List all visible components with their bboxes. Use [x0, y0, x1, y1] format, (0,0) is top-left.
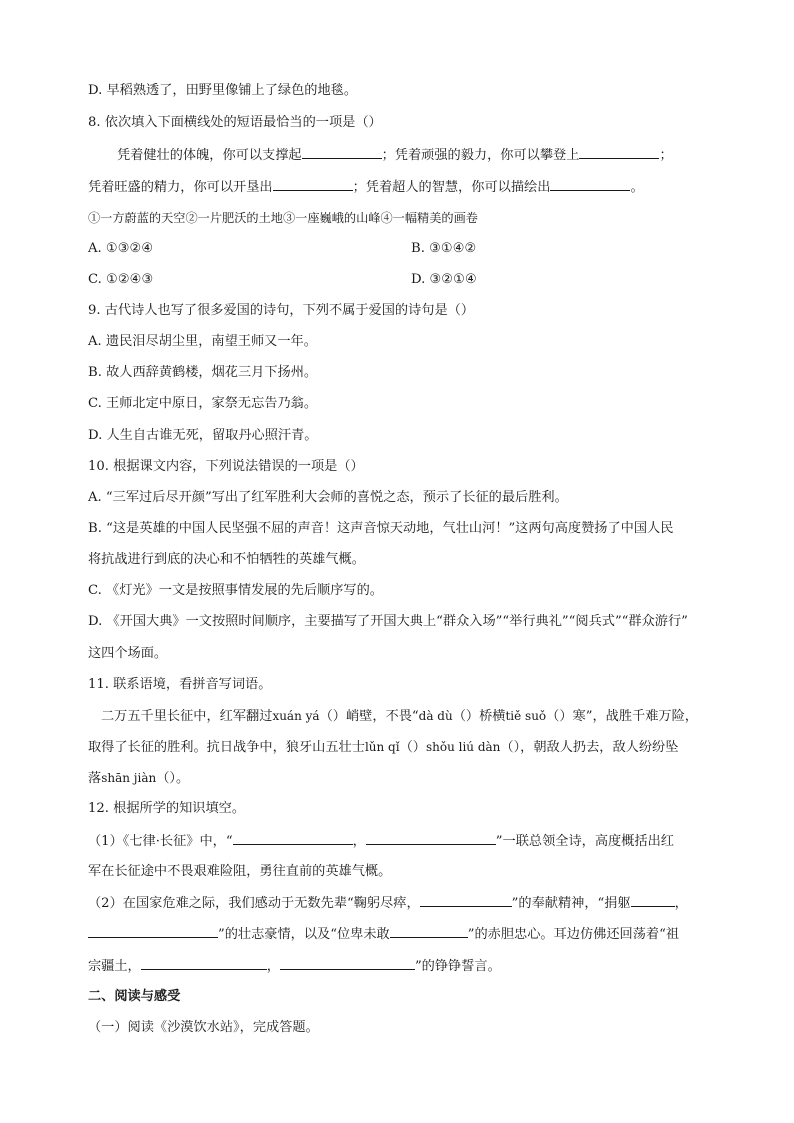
pinyin: dà dù: [418, 709, 453, 723]
q8-phrases: ①一方蔚蓝的天空②一片肥沃的土地③一座巍峨的山峰④一幅精美的画卷: [88, 211, 478, 225]
q8-option-a: A. ①③②④: [88, 241, 154, 256]
q7-option-d: D. 早稻熟透了，田野里像铺上了绿色的地毯。: [88, 83, 358, 98]
q12-part1-line-2: 军在长征途中不畏艰难险阻，勇往直前的英雄气概。: [88, 864, 392, 879]
q8-blank-1[interactable]: [302, 146, 382, 159]
answer-bracket[interactable]: （）峭壁，不畏“: [319, 709, 419, 724]
q11-stem: 11. 联系语境，看拼音写词语。: [88, 677, 272, 692]
section-2-sub-1: （一）阅读《沙漠饮水站》，完成答题。: [88, 1020, 319, 1035]
pinyin: xuán yá: [272, 709, 320, 723]
answer-bracket[interactable]: （）: [399, 740, 426, 755]
q8-passage-line-2: 凭着旺盛的精力，你可以开垦出 ；凭着超人的智慧，你可以描绘出 。: [88, 180, 644, 195]
q12-blank-3[interactable]: [420, 894, 512, 907]
q8-blank-2[interactable]: [579, 146, 659, 159]
pinyin: tiě suǒ: [505, 709, 547, 723]
q11-passage-line-1: 二万五千里长征中，红军翻过xuán yá（）峭壁，不畏“dà dù（）桥横tiě suǒ（）寒”，战胜千难万险，: [101, 709, 698, 724]
q12-stem: 12. 根据所学的知识填空。: [88, 801, 246, 816]
q8-passage-line-1: 凭着健壮的体魄，你可以支撑起 ；凭着顽强的毅力，你可以攀登上 ；: [117, 148, 673, 163]
q11-passage-line-2: 取得了长征的胜利。抗日战争中，狼牙山五壮士lǔn qǐ（）shǒu liú dàn（），朝敌人扔去，敌人纷纷坠: [88, 740, 679, 755]
q8-option-c: C. ①②④③: [88, 272, 154, 287]
q12-part2-line-3: 宗疆土， ， ”的铮铮誓言。: [88, 959, 501, 974]
pinyin: shǒu liú dàn: [425, 740, 501, 754]
q10-option-a: A. “三军过后尽开颜”写出了红军胜利大会师的喜悦之态，预示了长征的最后胜利。: [88, 490, 568, 505]
q12-part2-line-1: （2）在国家危难之际，我们感动于无数先辈“鞠躬尽瘁， ”的奉献精神，“捐躯 ，: [88, 896, 688, 911]
q12-blank-1[interactable]: [233, 832, 353, 845]
q10-option-d-line-2: 这四个场面。: [88, 646, 168, 661]
q12-blank-4[interactable]: [631, 894, 675, 907]
q10-option-b-line-1: B. “这是英雄的中国人民坚强不屈的声音！这声音惊天动地，气壮山河！”这两句高度赞扬了中国人民: [88, 521, 674, 536]
q8-blank-3[interactable]: [273, 178, 353, 191]
q12-blank-8[interactable]: [280, 957, 415, 970]
q8-stem: 8. 依次填入下面横线处的短语最恰当的一项是（）: [88, 115, 382, 130]
pinyin: lǔn qǐ: [364, 740, 400, 754]
q12-part1-line-1: （1）《七律·长征》中，“ ， ”一联总领全诗，高度概括出红: [88, 834, 674, 849]
answer-bracket[interactable]: （）。: [156, 771, 190, 786]
q12-blank-2[interactable]: [366, 832, 496, 845]
q10-option-b-line-2: 将抗战进行到底的决心和不怕牺牲的英雄气概。: [88, 552, 365, 567]
q9-option-a: A. 遗民泪尽胡尘里，南望王师又一年。: [88, 334, 317, 349]
answer-bracket[interactable]: （）寒”，战胜千难万险，: [546, 709, 698, 724]
q8-blank-4[interactable]: [550, 178, 630, 191]
q11-passage-line-3: 落shān jiàn（）。: [88, 771, 190, 786]
q8-option-b: B. ③①④②: [411, 241, 477, 256]
q9-option-d: D. 人生自古谁无死，留取丹心照汗青。: [88, 428, 318, 443]
pinyin: shān jiàn: [101, 771, 157, 785]
q12-blank-6[interactable]: [390, 925, 468, 938]
answer-bracket[interactable]: （），朝敌人扔去，敌人纷纷坠: [500, 740, 679, 755]
section-2-title: 二、阅读与感受: [88, 989, 181, 1004]
q12-part2-line-2: ”的壮志豪情，以及“位卑未敢 ”的赤胆忠心。耳边仿佛还回荡着“祖: [88, 925, 679, 944]
q9-stem: 9. 古代诗人也写了很多爱国的诗句，下列不属于爱国的诗句是（）: [88, 303, 475, 318]
answer-bracket[interactable]: （）桥横: [452, 709, 506, 724]
q10-option-c: C. 《灯光》一文是按照事情发展的先后顺序写的。: [88, 583, 383, 598]
q10-stem: 10. 根据课文内容，下列说法错误的一项是（）: [88, 459, 364, 474]
q8-option-d: D. ③②①④: [411, 272, 477, 287]
q12-blank-7[interactable]: [141, 957, 267, 970]
q9-option-c: C. 王师北定中原日，家祭无忘告乃翁。: [88, 396, 318, 411]
q9-option-b: B. 故人西辞黄鹤楼，烟花三月下扬州。: [88, 365, 318, 380]
q10-option-d-line-1: D. 《开国大典》一文按照时间顺序，主要描写了开国大典上“群众入场”“举行典礼”“阅兵式”“群众游行”: [88, 614, 688, 629]
q12-blank-5[interactable]: [88, 925, 218, 938]
